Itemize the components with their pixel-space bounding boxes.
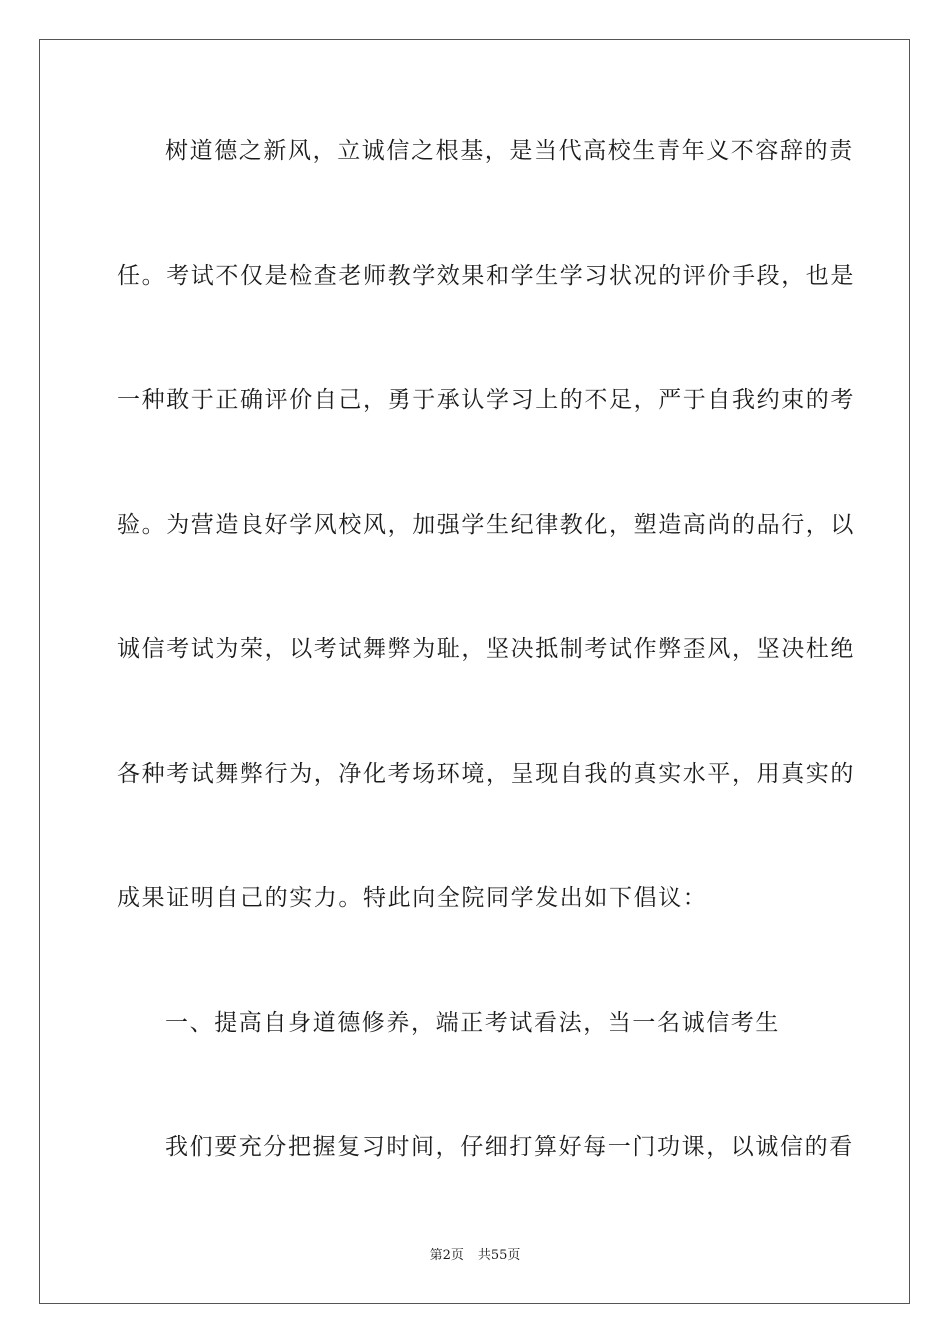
paragraph-line: 我们要充分把握复习时间，仔细打算好每一门功课，以诚信的看 bbox=[165, 1134, 854, 1160]
page-number: 第2页 bbox=[429, 1248, 464, 1263]
section-heading: 一、提高自身道德修养，端正考试看法，当一名诚信考生 bbox=[165, 1010, 780, 1036]
page-border bbox=[39, 39, 910, 1304]
total-pages: 共55页 bbox=[477, 1248, 521, 1263]
paragraph-line: 任。考试不仅是检查老师教学效果和学生学习状况的评价手段，也是 bbox=[117, 263, 855, 289]
paragraph-line: 诚信考试为荣，以考试舞弊为耻，坚决抵制考试作弊歪风，坚决杜绝 bbox=[117, 636, 855, 662]
paragraph-line: 一种敢于正确评价自己，勇于承认学习上的不足，严于自我约束的考 bbox=[117, 387, 855, 413]
paragraph-line: 树道德之新风，立诚信之根基，是当代高校生青年义不容辞的责 bbox=[165, 138, 854, 164]
paragraph-line: 验。为营造良好学风校风，加强学生纪律教化，塑造高尚的品行，以 bbox=[117, 512, 855, 538]
paragraph-line: 成果证明自己的实力。特此向全院同学发出如下倡议： bbox=[117, 885, 708, 911]
page-footer bbox=[0, 1247, 950, 1265]
paragraph-line: 各种考试舞弊行为，净化考场环境，呈现自我的真实水平，用真实的 bbox=[117, 761, 855, 787]
